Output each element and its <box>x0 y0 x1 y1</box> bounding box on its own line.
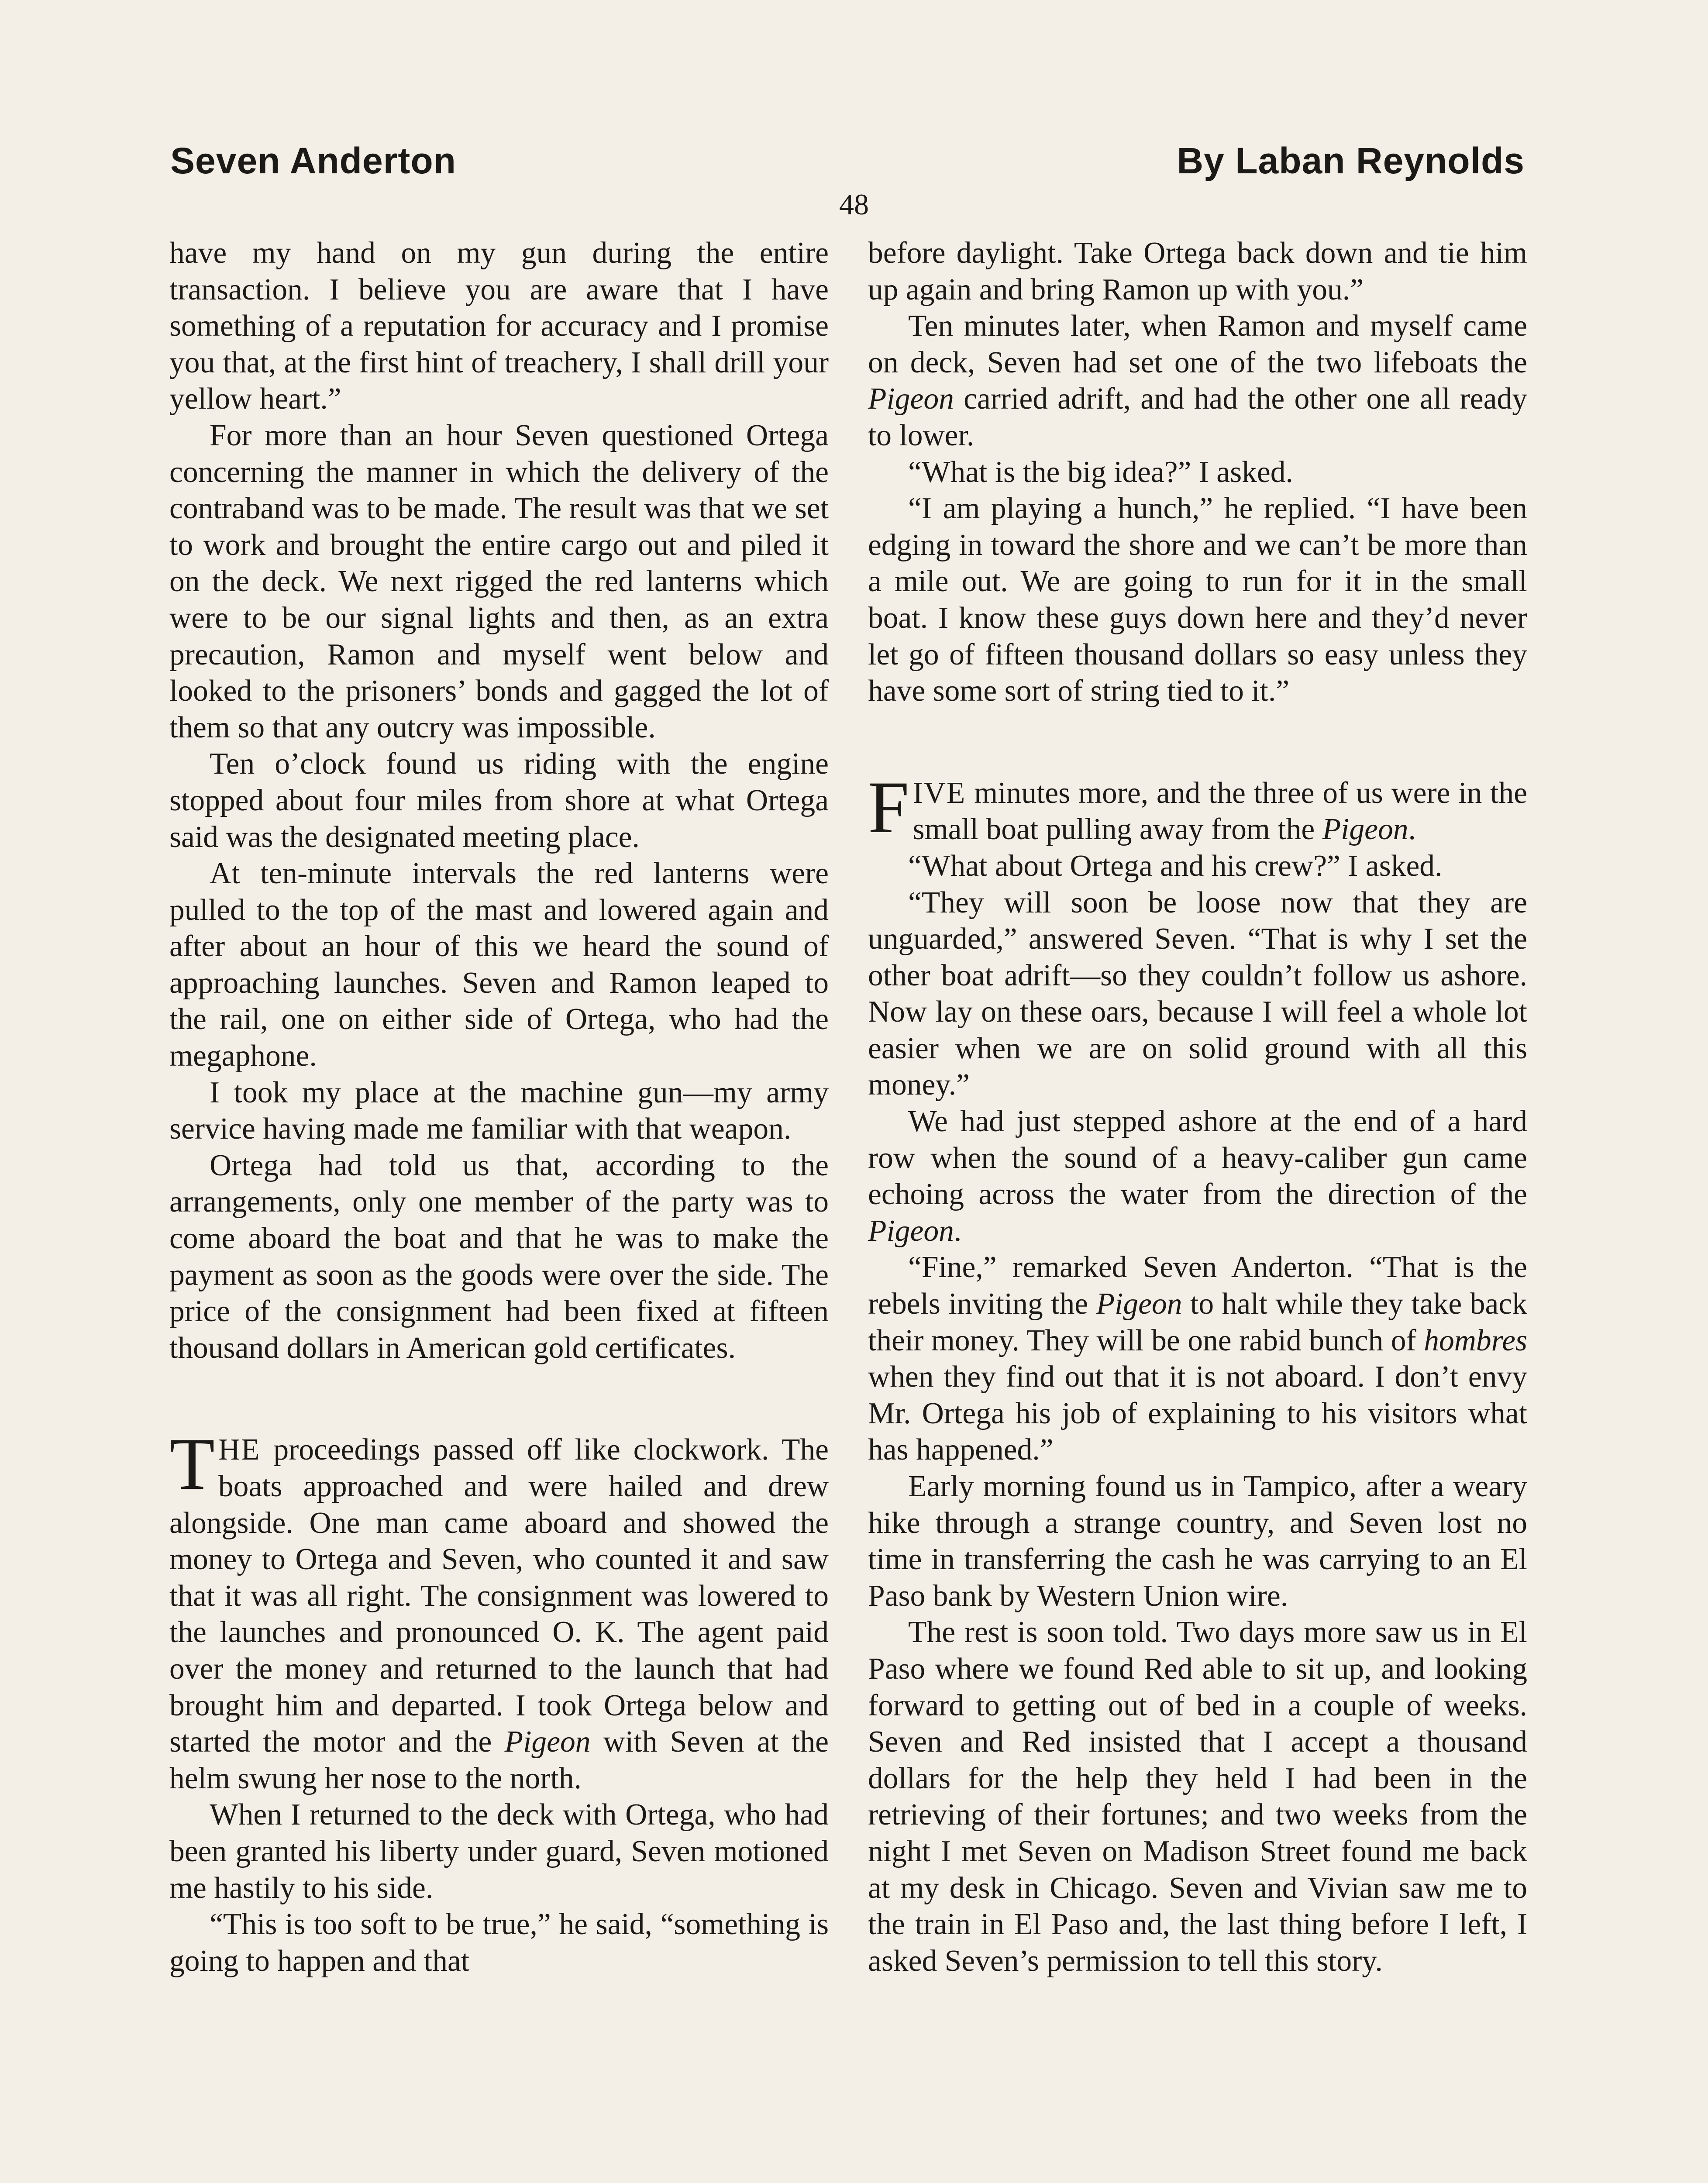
lead-in: HE <box>218 1433 261 1467</box>
author-byline: By Laban Reynolds <box>1177 140 1525 181</box>
drop-cap: T <box>169 1423 215 1505</box>
paragraph: Early morning found us in Tampico, after a weary hike through a strange country, and Seven lost no time in transferring the cash he was carrying to an El Paso bank by Western Union wire. <box>868 1470 1527 1613</box>
story-title: Seven Anderton <box>170 140 456 181</box>
paragraph <box>868 1249 1527 1468</box>
paragraph: The rest is soon told. Two days more saw us in El Paso where we found Red able to sit up, and looking forward to getting out of bed in a couple of weeks. Seven and Red insisted that I accept a thousand dollars for the help they held I had been in the retrieving of their fortunes; and two weeks from the night I met Seven on Madison Street found me back at my desk in Chicago. Seven and Vivian saw me to the train in El Paso and, the last thing before I left, I asked Seven’s permission to tell this story. <box>868 1615 1527 1978</box>
ship-name: Pigeon <box>1096 1287 1182 1321</box>
paragraph: Ten o’clock found us riding with the engine stopped about four miles from shore at what Ortega said was the designated meeting place. <box>169 747 829 854</box>
paragraph-text: . <box>1408 813 1416 847</box>
paragraph: For more than an hour Seven questioned Ortega concerning the manner in which the delivery of the contraband was to be made. The result was that we set to work and brought the entire cargo out and piled it on the deck. We next rigged the red lanterns which were to be our signal lights and then, as an extra precaution, Ramon and myself went below and looked to the prisoners’ bonds and gagged the lot of them so that any outcry was impossible. <box>169 418 829 744</box>
right-column <box>868 235 1527 1979</box>
ship-name: Pigeon <box>868 1214 954 1248</box>
ship-name: Pigeon <box>1322 813 1408 847</box>
paragraph: “What is the big idea?” I asked. <box>908 455 1293 489</box>
paragraph: “What about Ortega and his crew?” I asked. <box>908 849 1443 883</box>
italic-word: hombres <box>1424 1323 1527 1357</box>
paragraph-text: We had just stepped ashore at the end of a hard row when the sound of a heavy-caliber gun came echoing across the water from the direction of the <box>868 1105 1527 1212</box>
ship-name: Pigeon <box>504 1725 591 1759</box>
ship-name: Pigeon <box>868 382 954 416</box>
paragraph: When I returned to the deck with Ortega, who had been granted his liberty under guard, Seven motioned me hastily to his side. <box>169 1798 829 1905</box>
paragraph-text: carried adrift, and had the other one all ready to lower. <box>868 382 1527 452</box>
paragraph: before daylight. Take Ortega back down and tie him up again and bring Ramon up with you.” <box>868 236 1527 306</box>
drop-cap: F <box>868 766 909 848</box>
section-paragraph <box>169 1423 829 1797</box>
paragraph: At ten-minute intervals the red lanterns were pulled to the top of the mast and lowered again and after about an hour of this we heard the sound of approaching launches. Seven and Ramon leaped to the rail, one on either side of Ortega, who had the megaphone. <box>169 857 829 1073</box>
paragraph-text: to halt while they take back their money. They will be one rabid bunch of <box>868 1287 1527 1357</box>
paragraph <box>868 308 1527 454</box>
paragraph-text: when they find out that it is not aboard. I don’t envy Mr. Ortega his job of explaining to his visitors what has happened.” <box>868 1360 1527 1467</box>
paragraph-text: minutes more, and the three of us were in the small boat pulling away from the <box>913 776 1527 847</box>
paragraph-text: . <box>954 1214 962 1248</box>
paragraph: “I am playing a hunch,” he replied. “I have been edging in toward the shore and we can’t be more than a mile out. We are going to run for it in the small boat. I know these guys down here and they’d never let go of fifteen thousand dollars so easy unless they have some sort of string tied to it.” <box>868 492 1527 708</box>
paragraph-text: “Fine,” remarked Seven Anderton. “That is the rebels inviting the <box>868 1250 1527 1321</box>
paragraph: I took my place at the machine gun—my army service having made me familiar with that weapon. <box>169 1075 829 1146</box>
paragraph <box>868 1103 1527 1249</box>
section-paragraph <box>868 766 1527 848</box>
paragraph: have my hand on my gun during the entire transaction. I believe you are aware that I have something of a reputation for accuracy and I promise you that, at the first hint of treachery, I shall drill your yellow heart.” <box>169 236 829 416</box>
paragraph: “This is too soft to be true,” he said, “something is going to happen and that <box>169 1908 829 1978</box>
paragraph: “They will soon be loose now that they are unguarded,” answered Seven. “That is why I set the other boat adrift—so they couldn’t follow us ashore. Now lay on these oars, because I will feel a whole lot easier when we are on solid ground with all this money.” <box>868 885 1527 1102</box>
lead-in: IVE <box>913 776 966 810</box>
paragraph-text: Ten minutes later, when Ramon and myself came on deck, Seven had set one of the two lifeboats the <box>868 309 1527 379</box>
paragraph: Ortega had told us that, according to the arrangements, only one member of the party was to come aboard the boat and that he was to make the payment as soon as the goods were over the side. The price of the consignment had been fixed at fifteen thousand dollars in American gold certificates. <box>169 1148 829 1365</box>
paragraph-text: with Seven at the helm swung her nose to the north. <box>169 1725 829 1795</box>
left-column <box>169 235 829 1979</box>
paragraph-text: proceedings passed off like clockwork. The boats approached and were hailed and drew alongside. One man came aboard and showed the money to Ortega and Seven, who counted it and saw that it was all right. The consignment was lowered to the launches and pronounced O. K. The agent paid over the money and returned to the launch that had brought him and departed. I took Ortega below and started the motor and the <box>169 1433 829 1759</box>
page-number: 48 <box>839 188 869 221</box>
